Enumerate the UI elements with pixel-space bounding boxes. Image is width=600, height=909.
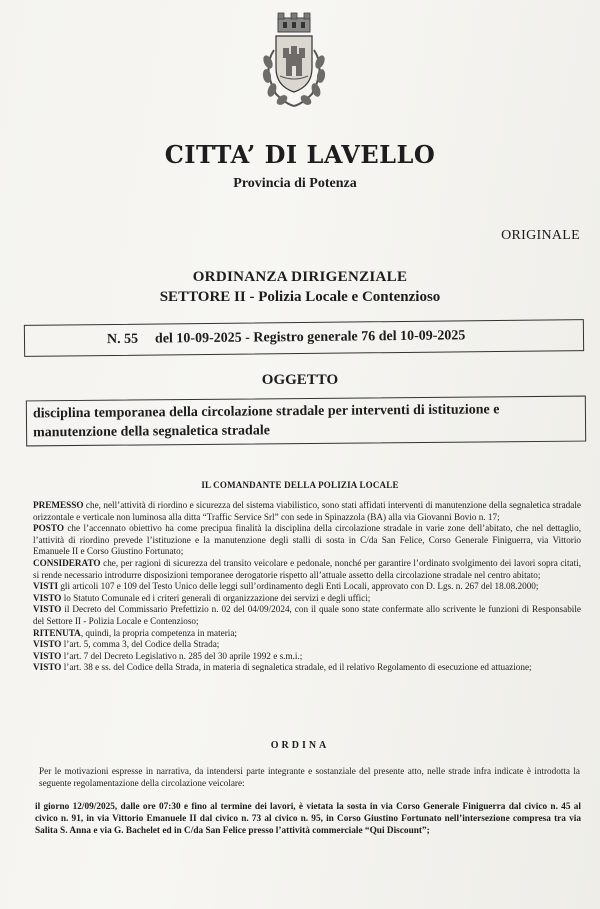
subject-text: disciplina temporanea della circolazione stradale per interventi di istituzione e manutenzione della segnaletica stradale bbox=[32, 402, 500, 441]
ordinance-number-box bbox=[24, 319, 584, 357]
ordinance-title: ORDINANZA DIRIGENZIALE bbox=[192, 269, 408, 285]
ordinance-sector: SETTORE II - Polizia Locale e Contenzioso bbox=[159, 289, 441, 305]
recital-paragraph: POSTO che l’accennato obiettivo ha come precipua finalità la disciplina della circolazione stradale in varie zone dell’abitato, che nel dettaglio, l’attività di riordino prevede l’istituzione e la manutenzione degli stalli di sosta in C/da San Felice, Corso Generale Finiguerra, via Vittorio Emanuele II e Corso Giustino Fortunato; bbox=[33, 523, 581, 557]
recital-paragraph: RITENUTA, quindi, la propria competenza in materia; bbox=[33, 627, 237, 638]
original-mark: ORIGINALE bbox=[501, 228, 580, 243]
ordina-premise: Per le motivazioni espresse in narrativa, da intendersi parte integrante e sostanziale del presente atto, nelle strade infra indicate è introdotta la seguente regolamentazione della circolazione veicolare: bbox=[39, 766, 580, 788]
recital-paragraph: VISTO lo Statuto Comunale ed i criteri generali di organizzazione dei servizi e degli uffici; bbox=[33, 592, 371, 603]
recital-paragraph: VISTI gli articoli 107 e 109 del Testo Unico delle leggi sull’ordinamento degli Enti Locali, approvato con D. Lgs. n. 267 del 18.08.2000; bbox=[33, 581, 539, 592]
ordinance-number: N. 55 bbox=[106, 331, 139, 348]
ordina-provision: il giorno 12/09/2025, dalle ore 07:30 e fino al termine dei lavori, è vietata la sosta in via Corso Generale Finiguerra dal civico n. 45 al civico n. 91, in via Vittorio Emanuele II dal civico n. 73 al civico n. 95, in Corso Giustino Fortunato nell’intersezione compresa tra via Salita S. Anna e via G. Bachelet ed in C/da San Felice presso l’attività commerciale “Qui Discount”; bbox=[35, 802, 581, 836]
recital-paragraph: VISTO l’art. 38 e ss. del Codice della Strada, in materia di segnaletica stradale, ed il relativo Regolamento di esecuzione ed attuazione; bbox=[33, 662, 532, 673]
subject-box bbox=[26, 396, 586, 447]
recital-paragraph: VISTO il Decreto del Commissario Prefettizio n. 02 del 04/09/2024, con il quale sono state confermate allo scrivente le funzioni di Responsabile del Settore II - Polizia Locale e Contenzioso; bbox=[33, 604, 581, 626]
ordinance-date-line: del 10-09-2025 - Registro generale 76 del 10-09-2025 bbox=[154, 328, 466, 347]
recital-paragraph: VISTO l’art. 7 del Decreto Legislativo n. 285 del 30 aprile 1992 e s.m.i.; bbox=[33, 650, 303, 661]
recitals bbox=[33, 500, 581, 674]
recital-paragraph: CONSIDERATO che, per ragioni di sicurezza del transito veicolare e pedonale, nonché per garantire l’ordinato svolgimento dei lavori sopra citati, si rende necessario introdurre disposizioni temporanee derogatorie rispetto all’attuale assetto della circolazione stradale nel centro abitato; bbox=[33, 557, 581, 580]
recital-paragraph: PREMESSO che, nell’attività di riordino e sicurezza del sistema viabilistico, sono stati affidati interventi di manutenzione della segnaletica stradale orizzontale e verticale non luminosa alla ditta “Traffic Service Srl” con sede in Spinazzola (BA) alla via Giovanni Bovio n. 17; bbox=[33, 500, 581, 522]
city-name: CITTA’ DI LAVELLO bbox=[164, 140, 436, 169]
commander-heading: IL COMANDANTE DELLA POLIZIA LOCALE bbox=[201, 480, 399, 490]
recital-paragraph: VISTO l’art. 5, comma 3, del Codice della Strada; bbox=[33, 639, 220, 650]
subject-heading: OGGETTO bbox=[261, 372, 339, 388]
province-name: Provincia di Potenza bbox=[233, 176, 357, 191]
city-crest-icon bbox=[254, 10, 334, 114]
ordina-heading: ORDINA bbox=[270, 740, 330, 751]
